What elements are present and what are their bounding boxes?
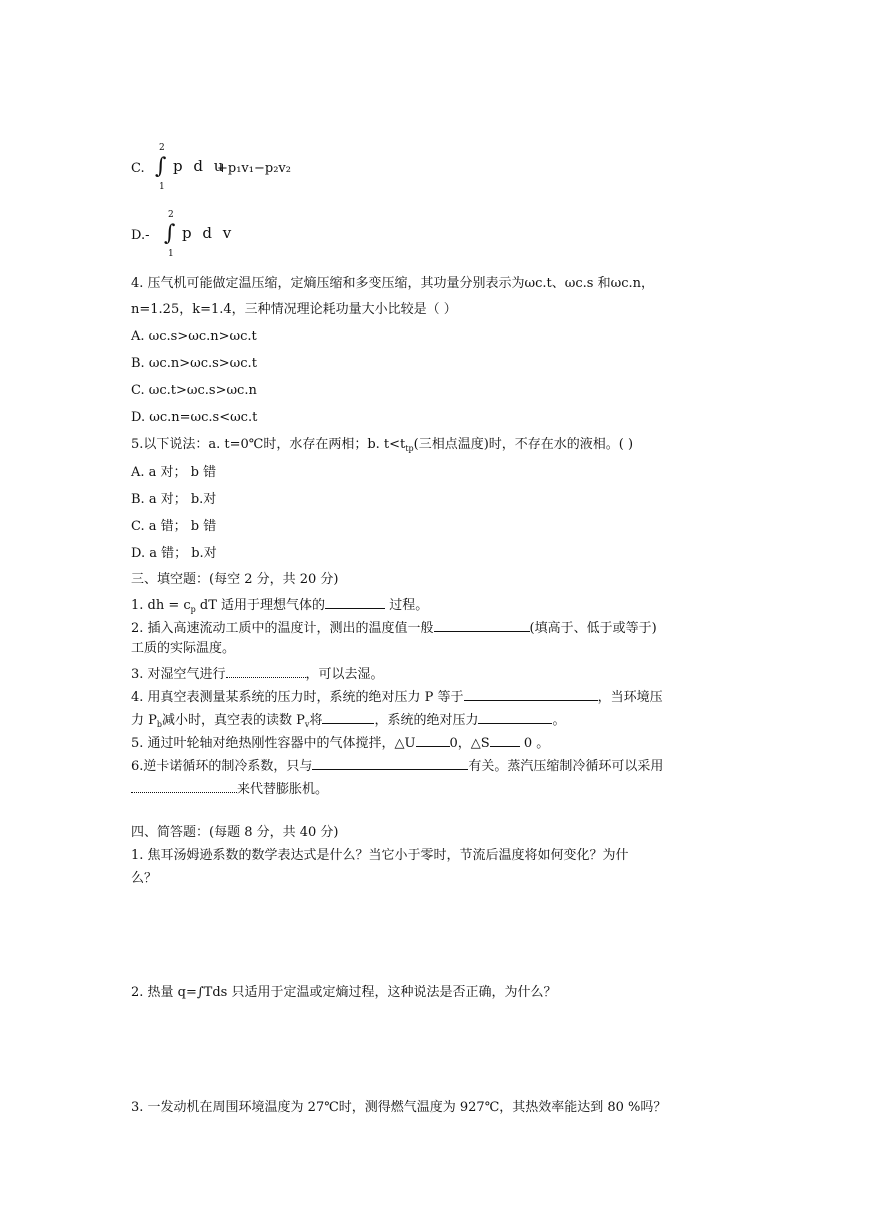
integrand: p d v: [182, 224, 235, 242]
option-c-label: C.: [131, 161, 145, 176]
q5-stem: 5.以下说法：a. t=0℃时，水存在两相；b. $t<t_{tp}$(三相点温度)时，不存在水的液相。( ): [131, 437, 634, 453]
blank-field[interactable]: [416, 732, 450, 747]
blank-field[interactable]: [478, 709, 552, 724]
blank-field[interactable]: [490, 732, 520, 747]
section4-heading: 四、简答题：(每题 8 分，共 40 分): [131, 825, 339, 840]
option-d-label: D.-: [131, 228, 150, 243]
fill-q2: 2. 插入高速流动工质中的温度计，测出的温度值一般 (填高于、低于或等于): [131, 617, 657, 638]
q5-option-d: D. a 错； b.对: [131, 546, 217, 561]
q4-option-d: D. ωc.n=ωc.s<ωc.t: [131, 410, 258, 425]
blank-field[interactable]: [464, 686, 598, 701]
fill-q6-line2: 来代替膨胀机。: [131, 778, 328, 799]
integral-sign-icon: ∫: [164, 221, 176, 246]
fill-q2-line2: 工质的实际温度。: [131, 641, 236, 656]
fill-q5: 5. 通过叶轮轴对绝热刚性容器中的气体搅拌，△U 0，△S 0 。: [131, 732, 549, 753]
q4-option-c: C. ωc.t>ωc.s>ωc.n: [131, 383, 257, 398]
integral-tail: +p₁v₁−p₂v₂: [217, 161, 291, 176]
integral-lower-limit: 1: [168, 249, 174, 259]
fill-q4: 4. 用真空表测量某系统的压力时，系统的绝对压力 P 等于 ，当环境压: [131, 686, 663, 707]
blank-field[interactable]: [322, 709, 374, 724]
integral-sign-icon: ∫: [155, 154, 167, 179]
integral-upper-limit: 2: [168, 210, 174, 220]
q5-option-a: A. a 对； b 错: [131, 465, 217, 480]
blank-field[interactable]: [312, 755, 468, 770]
short-q1-line2: 么？: [131, 871, 158, 886]
q4-stem-line2: n=1.25，k=1.4，三种情况理论耗功量大小比较是（ ）: [131, 302, 457, 317]
integral-lower-limit: 1: [159, 182, 165, 192]
q4-option-b: B. ωc.n>ωc.s>ωc.t: [131, 356, 257, 371]
fill-q4-line2: 力 $P_b$减小时，真空表的读数 $P_v$将 ，系统的绝对压力 。: [131, 709, 565, 734]
integrand: p d u: [173, 157, 227, 175]
q5-option-b: B. a 对； b.对: [131, 492, 217, 507]
short-q3: 3. 一发动机在周围环境温度为 27℃时，测得燃气温度为 927℃，其热效率能达到 80 %吗？: [131, 1100, 667, 1115]
q4-option-a: A. ωc.s>ωc.n>ωc.t: [131, 329, 257, 344]
blank-field[interactable]: [325, 594, 385, 609]
section3-heading: 三、填空题：(每空 2 分，共 20 分): [131, 572, 339, 587]
fill-q1: 1. dh = $c_p$ dT 适用于理想气体的 过程。: [131, 594, 428, 619]
q4-stem-line1: 4. 压气机可能做定温压缩，定熵压缩和多变压缩，其功量分别表示为ωc.t、ωc.s 和ωc.n，: [131, 276, 654, 291]
blank-field[interactable]: [226, 663, 306, 678]
fill-q6: 6.逆卡诺循环的制冷系数，只与 有关。蒸汽压缩制冷循环可以采用: [131, 755, 663, 776]
blank-field[interactable]: [434, 617, 530, 632]
q5-option-c: C. a 错； b 错: [131, 519, 217, 534]
short-q2: 2. 热量 q=∫Tds 只适用于定温或定熵过程，这种说法是否正确，为什么？: [131, 985, 557, 1000]
fill-q3: 3. 对湿空气进行 ，可以去湿。: [131, 663, 384, 684]
integral-upper-limit: 2: [159, 143, 165, 153]
short-q1-line1: 1. 焦耳汤姆逊系数的数学表达式是什么？当它小于零时，节流后温度将如何变化？为什: [131, 848, 629, 863]
blank-field[interactable]: [131, 778, 237, 793]
